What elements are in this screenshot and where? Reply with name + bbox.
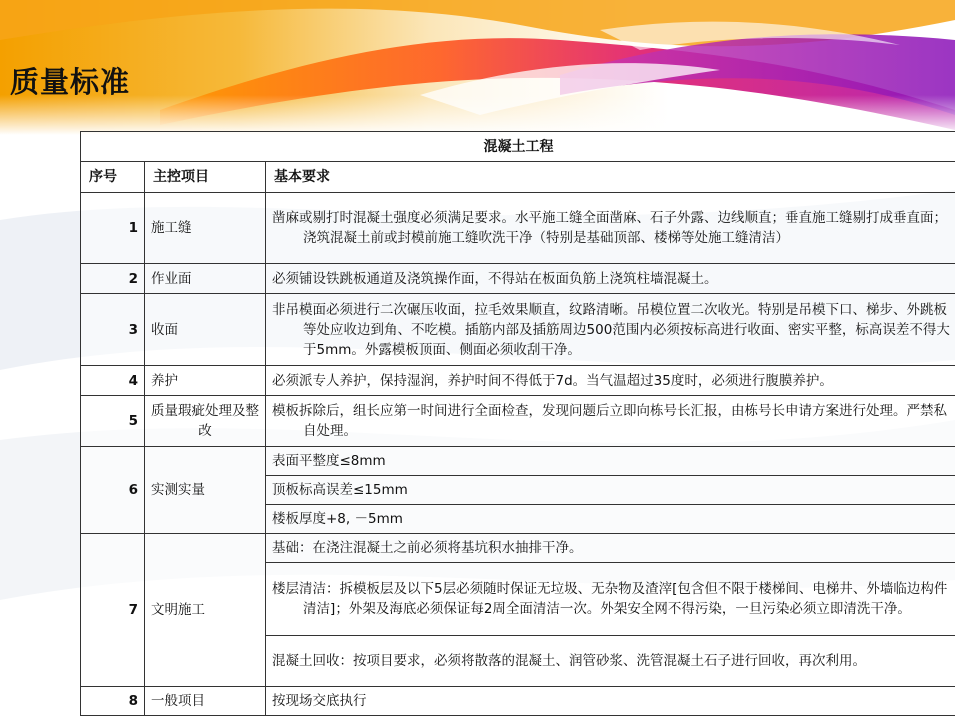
row-item: 文明施工 (145, 534, 266, 687)
requirement-text: 楼板厚度+8, －5mm (272, 511, 403, 527)
row-number: 5 (81, 396, 145, 447)
header-banner (0, 0, 955, 135)
row-requirement (266, 264, 955, 294)
row-number: 6 (81, 447, 145, 534)
row-requirement (266, 636, 955, 687)
column-header-item: 主控项目 (145, 162, 266, 193)
row-requirement (266, 447, 955, 476)
row-requirement (266, 476, 955, 505)
row-number: 3 (81, 294, 145, 366)
requirement-text: 顶板标高误差≤15mm (272, 482, 408, 498)
page-title: 质量标准 (10, 65, 131, 99)
requirement-text: 必须派专人养护，保持湿润，养护时间不得低于7d。当气温超过35度时，必须进行腹膜养护。 (272, 372, 833, 389)
requirement-text: 模板拆除后，组长应第一时间进行全面检查，发现问题后立即向栋号长汇报，由栋号长申请方案进行处理。严禁私自处理。 (272, 403, 947, 439)
table-row (81, 366, 955, 396)
table-row (81, 264, 955, 294)
row-item: 作业面 (145, 264, 266, 294)
table-header-row (81, 162, 955, 193)
table-title: 混凝土工程 (81, 132, 955, 162)
requirement-text: 按现场交底执行 (272, 693, 367, 709)
table-row (81, 534, 955, 563)
row-requirement (266, 396, 955, 447)
row-item: 实测实量 (145, 447, 266, 534)
table-row (81, 687, 955, 716)
row-number: 1 (81, 193, 145, 264)
row-requirement (266, 563, 955, 636)
row-requirement (266, 294, 955, 366)
row-requirement (266, 534, 955, 563)
row-item: 施工缝 (145, 193, 266, 264)
requirement-text: 混凝土回收：按项目要求，必须将散落的混凝土、润管砂浆、洗管混凝土石子进行回收，再次利用。 (272, 653, 866, 669)
row-item: 质量瑕疵处理及整改 (145, 396, 266, 447)
table-row (81, 396, 955, 447)
requirement-text: 必须铺设铁跳板通道及浇筑操作面，不得站在板面负筋上浇筑柱墙混凝土。 (272, 270, 718, 287)
column-header-requirements: 基本要求 (266, 162, 955, 193)
row-number: 4 (81, 366, 145, 396)
row-number: 7 (81, 534, 145, 687)
row-number: 2 (81, 264, 145, 294)
table-row (81, 447, 955, 476)
table-row (81, 294, 955, 366)
row-requirement (266, 505, 955, 534)
banner-graphic (0, 0, 955, 135)
requirement-text: 基础：在浇注混凝土之前必须将基坑积水抽排干净。 (272, 540, 583, 556)
row-item: 养护 (145, 366, 266, 396)
requirement-text: 楼层清洁：拆模板层及以下5层必须随时保证无垃圾、无杂物及渣滓[包含但不限于楼梯间、电梯井、外墙临边构件清洁]；外架及海底必须保证每2周全面清洁一次。外架安全网不得污染，一旦污染必须立即清洗干净。 (272, 581, 948, 617)
row-requirement (266, 687, 955, 716)
table-row (81, 193, 955, 264)
requirement-text: 表面平整度≤8mm (272, 453, 386, 469)
row-item: 一般项目 (145, 687, 266, 716)
requirement-text: 非吊模面必须进行二次碾压收面，拉毛效果顺直，纹路清晰。吊模位置二次收光。特别是吊模下口、梯步、外跳板等处应收边到角、不吃模。插筋内部及插筋周边500范围内必须按标高进行收面、密实平整，标高误差不得大于5mm。外露模板顶面、侧面必须收刮干净。 (272, 301, 950, 358)
requirement-text: 凿麻或剔打时混凝土强度必须满足要求。水平施工缝全面凿麻、石子外露、边线顺直；垂直施工缝剔打成垂直面；浇筑混凝土前或封模前施工缝吹洗干净（特别是基础顶部、楼梯等处施工缝清洁） (272, 210, 947, 246)
row-number: 8 (81, 687, 145, 716)
row-item: 收面 (145, 294, 266, 366)
column-header-number: 序号 (81, 162, 145, 193)
concrete-spec-table (80, 131, 955, 716)
row-requirement (266, 193, 955, 264)
row-requirement (266, 366, 955, 396)
